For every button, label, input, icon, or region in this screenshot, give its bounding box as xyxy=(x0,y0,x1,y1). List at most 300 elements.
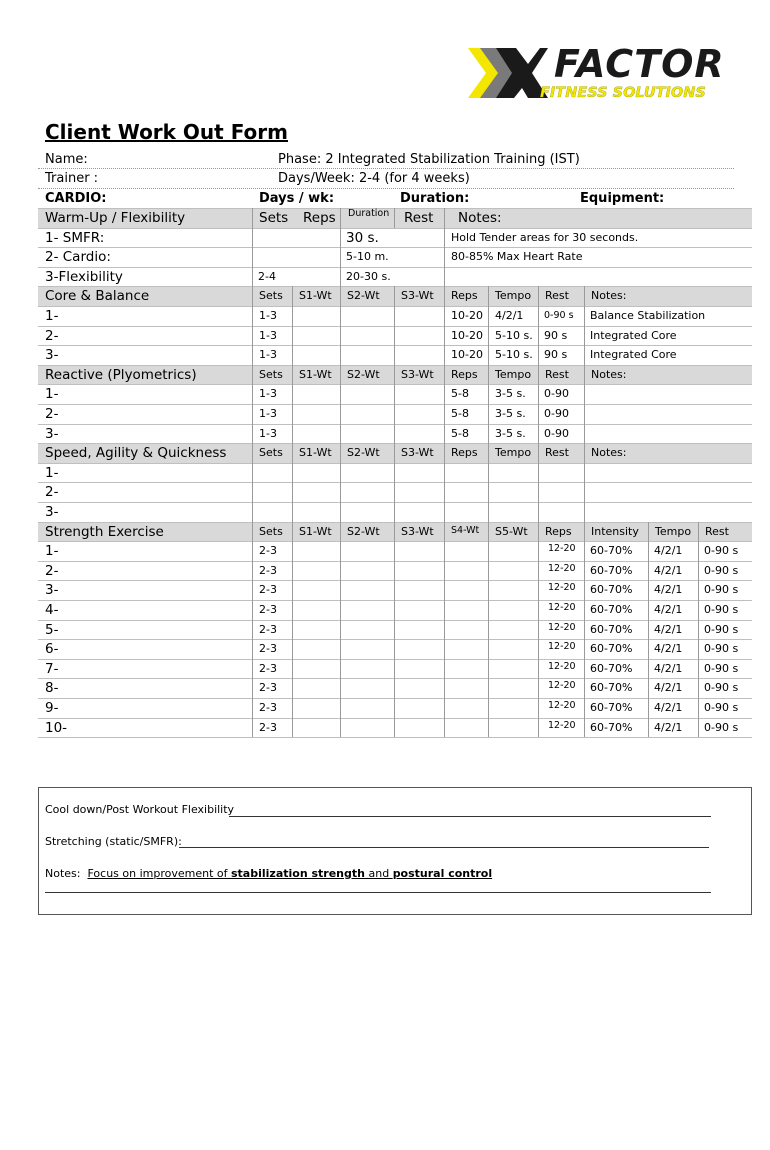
column-divider xyxy=(292,443,293,463)
column-divider xyxy=(584,561,585,581)
core-header-2: S2-Wt xyxy=(347,289,380,303)
column-divider xyxy=(444,404,445,424)
column-divider xyxy=(488,580,489,600)
column-divider xyxy=(292,482,293,502)
row-divider xyxy=(38,678,752,679)
column-divider xyxy=(488,404,489,424)
core-row-sets[interactable]: 1-3 xyxy=(259,328,277,342)
strength-row-intensity[interactable]: 60-70% xyxy=(590,720,633,734)
core-row-notes[interactable]: Integrated Core xyxy=(590,348,677,362)
row-divider xyxy=(38,404,752,405)
strength-row-rest[interactable]: 0-90 s xyxy=(704,622,739,636)
core-header-0: Sets xyxy=(259,289,283,303)
core-row-tempo[interactable]: 5-10 s. xyxy=(495,328,533,342)
column-divider xyxy=(340,639,341,659)
column-divider xyxy=(444,639,445,659)
reactive-header-7: Notes: xyxy=(591,367,627,381)
reactive-row-tempo[interactable]: 3-5 s. xyxy=(495,407,526,420)
column-divider xyxy=(538,639,539,659)
column-divider xyxy=(698,620,699,640)
core-header-4: Reps xyxy=(451,289,478,303)
saq-header-2: S2-Wt xyxy=(347,446,380,460)
column-divider xyxy=(394,698,395,718)
column-divider xyxy=(538,620,539,640)
column-divider xyxy=(292,580,293,600)
strength-row-intensity[interactable]: 60-70% xyxy=(590,603,633,616)
row-divider xyxy=(38,541,752,542)
column-divider xyxy=(444,365,445,385)
column-divider xyxy=(394,384,395,404)
column-divider xyxy=(444,247,445,267)
column-divider xyxy=(648,620,649,640)
strength-row-reps[interactable]: 12-20 xyxy=(548,719,576,731)
column-divider xyxy=(252,365,253,385)
column-divider xyxy=(292,384,293,404)
row-divider xyxy=(38,168,734,169)
column-divider xyxy=(394,306,395,326)
column-divider xyxy=(340,522,341,542)
column-divider xyxy=(698,639,699,659)
row-divider xyxy=(38,502,752,503)
saq-row-label: 3- xyxy=(45,504,59,520)
column-divider xyxy=(394,345,395,365)
column-divider xyxy=(394,365,395,385)
column-divider xyxy=(340,678,341,698)
column-divider xyxy=(340,228,341,248)
cooldown-input-line[interactable] xyxy=(229,816,711,817)
column-divider xyxy=(252,580,253,600)
column-divider xyxy=(698,561,699,581)
column-divider xyxy=(340,384,341,404)
column-divider xyxy=(538,404,539,424)
strength-row-sets[interactable]: 2-3 xyxy=(259,622,277,636)
column-divider xyxy=(252,718,253,738)
column-divider xyxy=(584,443,585,463)
column-divider xyxy=(292,678,293,698)
strength-row-tempo[interactable]: 4/2/1 xyxy=(654,720,683,734)
column-divider xyxy=(538,443,539,463)
strength-row-sets[interactable]: 2-3 xyxy=(259,544,277,558)
column-divider xyxy=(340,463,341,483)
column-divider xyxy=(292,541,293,561)
strength-row-rest[interactable]: 0-90 s xyxy=(704,720,739,734)
strength-row-sets[interactable]: 2-3 xyxy=(259,603,277,616)
row-divider xyxy=(38,345,752,346)
column-divider xyxy=(394,443,395,463)
column-divider xyxy=(584,600,585,620)
column-divider xyxy=(444,208,445,228)
strength-row-rest[interactable]: 0-90 s xyxy=(704,642,739,656)
row-divider xyxy=(38,424,752,425)
column-divider xyxy=(538,502,539,522)
row-divider xyxy=(38,659,752,660)
warmup-reps-header: Reps xyxy=(303,210,336,226)
column-divider xyxy=(538,463,539,483)
column-divider xyxy=(444,286,445,306)
column-divider xyxy=(394,404,395,424)
core-row-rest[interactable]: 90 s xyxy=(544,328,568,342)
column-divider xyxy=(584,639,585,659)
strength-row-tempo[interactable]: 4/2/1 xyxy=(654,583,683,597)
column-divider xyxy=(584,502,585,522)
reactive-row-rest[interactable]: 0-90 xyxy=(544,407,569,420)
reactive-row-reps[interactable]: 5-8 xyxy=(451,426,469,440)
days-week-text: Days/Week: 2-4 (for 4 weeks) xyxy=(278,171,470,186)
strength-row-sets[interactable]: 2-3 xyxy=(259,642,277,656)
strength-row-label: 7- xyxy=(45,660,59,677)
column-divider xyxy=(394,482,395,502)
column-divider xyxy=(394,522,395,542)
column-divider xyxy=(538,659,539,679)
warmup-row-label: 2- Cardio: xyxy=(45,249,111,266)
reactive-header-3: S3-Wt xyxy=(401,367,434,381)
warmup-label: Warm-Up / Flexibility xyxy=(45,210,186,226)
column-divider xyxy=(252,384,253,404)
saq-header-3: S3-Wt xyxy=(401,446,434,460)
warmup-sets-header: Sets xyxy=(259,210,289,226)
column-divider xyxy=(252,561,253,581)
reactive-row-reps[interactable]: 5-8 xyxy=(451,407,469,420)
warmup-row-label: 1- SMFR: xyxy=(45,229,105,246)
reactive-header-0: Sets xyxy=(259,367,283,381)
column-divider xyxy=(538,698,539,718)
strength-row-rest[interactable]: 0-90 s xyxy=(704,701,739,714)
logo-subtitle: FITNESS SOLUTIONS xyxy=(540,85,706,101)
strength-header-2: S2-Wt xyxy=(347,524,380,538)
column-divider xyxy=(584,620,585,640)
column-divider xyxy=(252,345,253,365)
strength-row-sets[interactable]: 2-3 xyxy=(259,563,277,577)
column-divider xyxy=(488,286,489,306)
row-divider xyxy=(38,188,734,189)
saq-section-label: Speed, Agility & Quickness xyxy=(45,445,227,462)
column-divider xyxy=(252,326,253,346)
column-divider xyxy=(252,306,253,326)
notes-input-line[interactable] xyxy=(45,892,711,893)
reactive-row-label: 1- xyxy=(45,386,59,403)
column-divider xyxy=(538,306,539,326)
core-row-rest[interactable]: 90 s xyxy=(544,348,568,362)
row-divider xyxy=(38,698,752,699)
core-row-notes[interactable]: Integrated Core xyxy=(590,328,677,342)
column-divider xyxy=(340,482,341,502)
strength-row-reps[interactable]: 12-20 xyxy=(548,621,576,633)
column-divider xyxy=(648,541,649,561)
column-divider xyxy=(292,561,293,581)
strength-header-8: Tempo xyxy=(655,524,692,538)
column-divider xyxy=(488,659,489,679)
column-divider xyxy=(584,522,585,542)
strength-header-5: S5-Wt xyxy=(495,524,528,538)
column-divider xyxy=(444,482,445,502)
row-divider xyxy=(38,306,752,307)
column-divider xyxy=(444,561,445,581)
reactive-row-sets[interactable]: 1-3 xyxy=(259,407,277,420)
warmup-row-duration[interactable]: 20-30 s. xyxy=(346,269,391,283)
column-divider xyxy=(292,424,293,444)
column-divider xyxy=(584,384,585,404)
strength-row-rest[interactable]: 0-90 s xyxy=(704,583,739,597)
column-divider xyxy=(584,306,585,326)
strength-row-label: 9- xyxy=(45,700,59,716)
column-divider xyxy=(292,620,293,640)
saq-header-6: Rest xyxy=(545,446,569,460)
column-divider xyxy=(394,502,395,522)
notes-prefix: Notes: xyxy=(45,867,81,880)
column-divider xyxy=(488,678,489,698)
warmup-rest-header: Rest xyxy=(404,210,434,226)
strength-row-intensity[interactable]: 60-70% xyxy=(590,642,633,656)
column-divider xyxy=(340,267,341,287)
column-divider xyxy=(292,326,293,346)
core-header-6: Rest xyxy=(545,289,569,303)
column-divider xyxy=(292,659,293,679)
reactive-row-tempo[interactable]: 3-5 s. xyxy=(495,426,526,440)
core-header-1: S1-Wt xyxy=(299,289,332,303)
strength-row-reps[interactable]: 12-20 xyxy=(548,641,576,653)
row-divider xyxy=(38,561,752,562)
notes-part-b: stabilization strength xyxy=(231,867,365,880)
core-row-rest[interactable]: 0-90 s xyxy=(544,310,574,321)
reactive-row-rest[interactable]: 0-90 xyxy=(544,426,569,440)
strength-row-label: 10- xyxy=(45,719,68,736)
core-row-label: 3- xyxy=(45,347,59,364)
strength-row-reps[interactable]: 12-20 xyxy=(548,543,576,555)
column-divider xyxy=(292,600,293,620)
strength-row-reps[interactable]: 12-20 xyxy=(548,602,576,613)
strength-row-intensity[interactable]: 60-70% xyxy=(590,681,633,695)
column-divider xyxy=(584,698,585,718)
column-divider xyxy=(444,267,445,287)
column-divider xyxy=(340,306,341,326)
strength-row-tempo[interactable]: 4/2/1 xyxy=(654,701,683,714)
column-divider xyxy=(340,659,341,679)
column-divider xyxy=(698,678,699,698)
reactive-row-sets[interactable]: 1-3 xyxy=(259,387,277,401)
column-divider xyxy=(252,286,253,306)
strength-row-rest[interactable]: 0-90 s xyxy=(704,681,739,695)
column-divider xyxy=(394,620,395,640)
strength-header-6: Reps xyxy=(545,524,572,538)
reactive-row-tempo[interactable]: 3-5 s. xyxy=(495,387,526,401)
column-divider xyxy=(340,365,341,385)
column-divider xyxy=(488,345,489,365)
row-divider xyxy=(38,326,752,327)
column-divider xyxy=(444,326,445,346)
column-divider xyxy=(394,639,395,659)
reactive-row-label: 3- xyxy=(45,425,59,442)
strength-row-tempo[interactable]: 4/2/1 xyxy=(654,563,683,577)
column-divider xyxy=(340,443,341,463)
logo-word: FACTOR xyxy=(554,42,725,86)
warmup-row-notes[interactable]: 80-85% Max Heart Rate xyxy=(451,250,583,264)
strength-row-sets[interactable]: 2-3 xyxy=(259,583,277,597)
column-divider xyxy=(538,541,539,561)
trainer-label: Trainer : xyxy=(45,171,99,186)
strength-row-sets[interactable]: 2-3 xyxy=(259,661,277,675)
column-divider xyxy=(340,247,341,267)
strength-row-rest[interactable]: 0-90 s xyxy=(704,544,739,558)
row-divider xyxy=(38,267,752,268)
core-row-tempo[interactable]: 5-10 s. xyxy=(495,348,533,362)
column-divider xyxy=(538,678,539,698)
warmup-row-sets[interactable]: 2-4 xyxy=(258,269,276,283)
core-header-3: S3-Wt xyxy=(401,289,434,303)
strength-row-label: 4- xyxy=(45,602,59,618)
warmup-row-notes[interactable]: Hold Tender areas for 30 seconds. xyxy=(451,230,639,244)
column-divider xyxy=(252,659,253,679)
strength-row-sets[interactable]: 2-3 xyxy=(259,681,277,695)
column-divider xyxy=(444,580,445,600)
column-divider xyxy=(444,502,445,522)
saq-row-label: 1- xyxy=(45,464,59,481)
reactive-header-4: Reps xyxy=(451,367,478,381)
column-divider xyxy=(394,718,395,738)
core-row-tempo[interactable]: 4/2/1 xyxy=(495,309,524,322)
strength-row-intensity[interactable]: 60-70% xyxy=(590,701,633,714)
column-divider xyxy=(698,541,699,561)
core-row-sets[interactable]: 1-3 xyxy=(259,309,277,322)
column-divider xyxy=(292,718,293,738)
core-row-label: 2- xyxy=(45,327,59,344)
column-divider xyxy=(252,600,253,620)
column-divider xyxy=(698,580,699,600)
column-divider xyxy=(252,502,253,522)
core-row-reps[interactable]: 10-20 xyxy=(451,328,483,342)
reactive-row-sets[interactable]: 1-3 xyxy=(259,426,277,440)
column-divider xyxy=(648,580,649,600)
strength-header-1: S1-Wt xyxy=(299,524,332,538)
strength-row-reps[interactable]: 12-20 xyxy=(548,562,576,574)
column-divider xyxy=(444,659,445,679)
strength-row-intensity[interactable]: 60-70% xyxy=(590,622,633,636)
column-divider xyxy=(538,286,539,306)
strength-row-reps[interactable]: 12-20 xyxy=(548,582,576,594)
strength-row-reps[interactable]: 12-20 xyxy=(548,700,576,711)
strength-row-reps[interactable]: 12-20 xyxy=(548,660,576,672)
column-divider xyxy=(340,502,341,522)
core-row-reps[interactable]: 10-20 xyxy=(451,309,483,322)
column-divider xyxy=(252,247,253,267)
row-divider xyxy=(38,247,752,248)
column-divider xyxy=(394,463,395,483)
column-divider xyxy=(444,345,445,365)
warmup-row-duration[interactable]: 30 s. xyxy=(346,229,379,246)
strength-row-sets[interactable]: 2-3 xyxy=(259,720,277,734)
strength-row-tempo[interactable]: 4/2/1 xyxy=(654,622,683,636)
reactive-header-2: S2-Wt xyxy=(347,367,380,381)
strength-row-tempo[interactable]: 4/2/1 xyxy=(654,544,683,558)
column-divider xyxy=(340,600,341,620)
column-divider xyxy=(488,718,489,738)
xfactor-logo xyxy=(466,44,728,102)
stretching-input-line[interactable] xyxy=(179,847,709,848)
strength-row-sets[interactable]: 2-3 xyxy=(259,701,277,714)
column-divider xyxy=(584,541,585,561)
strength-row-intensity[interactable]: 60-70% xyxy=(590,544,633,558)
strength-row-label: 5- xyxy=(45,621,59,638)
column-divider xyxy=(648,678,649,698)
column-divider xyxy=(444,698,445,718)
strength-row-tempo[interactable]: 4/2/1 xyxy=(654,642,683,656)
core-section-label: Core & Balance xyxy=(45,288,150,305)
strength-row-reps[interactable]: 12-20 xyxy=(548,680,576,692)
column-divider xyxy=(292,306,293,326)
column-divider xyxy=(252,541,253,561)
column-divider xyxy=(488,384,489,404)
row-divider xyxy=(38,463,752,464)
notes-text xyxy=(45,867,492,881)
strength-header-7: Intensity xyxy=(591,524,639,538)
reactive-row-rest[interactable]: 0-90 xyxy=(544,387,569,401)
warmup-row-duration[interactable]: 5-10 m. xyxy=(346,250,389,264)
reactive-row-label: 2- xyxy=(45,406,59,422)
column-divider xyxy=(252,208,253,228)
name-label: Name: xyxy=(45,152,88,167)
column-divider xyxy=(648,600,649,620)
column-divider xyxy=(584,424,585,444)
reactive-header-1: S1-Wt xyxy=(299,367,332,381)
reactive-row-reps[interactable]: 5-8 xyxy=(451,387,469,401)
row-divider xyxy=(38,384,752,385)
column-divider xyxy=(648,659,649,679)
strength-header-0: Sets xyxy=(259,524,283,538)
row-divider xyxy=(38,718,752,719)
row-divider xyxy=(38,482,752,483)
column-divider xyxy=(488,463,489,483)
column-divider xyxy=(252,620,253,640)
strength-row-intensity[interactable]: 60-70% xyxy=(590,661,633,675)
reactive-section-label: Reactive (Plyometrics) xyxy=(45,366,197,383)
column-divider xyxy=(292,463,293,483)
strength-row-rest[interactable]: 0-90 s xyxy=(704,563,739,577)
column-divider xyxy=(648,522,649,542)
column-divider xyxy=(394,424,395,444)
column-divider xyxy=(252,698,253,718)
column-divider xyxy=(292,502,293,522)
row-divider xyxy=(38,600,752,601)
cardio-days-label: Days / wk: xyxy=(259,191,335,206)
column-divider xyxy=(538,580,539,600)
strength-row-tempo[interactable]: 4/2/1 xyxy=(654,661,683,675)
column-divider xyxy=(538,522,539,542)
saq-header-0: Sets xyxy=(259,446,283,460)
strength-row-tempo[interactable]: 4/2/1 xyxy=(654,681,683,695)
core-row-sets[interactable]: 1-3 xyxy=(259,348,277,362)
core-row-reps[interactable]: 10-20 xyxy=(451,348,483,362)
column-divider xyxy=(698,718,699,738)
strength-row-intensity[interactable]: 60-70% xyxy=(590,563,633,577)
strength-row-intensity[interactable]: 60-70% xyxy=(590,583,633,597)
strength-row-rest[interactable]: 0-90 s xyxy=(704,603,739,616)
reactive-header-6: Rest xyxy=(545,367,569,381)
core-row-notes[interactable]: Balance Stabilization xyxy=(590,309,706,322)
row-divider xyxy=(38,737,752,738)
column-divider xyxy=(584,718,585,738)
column-divider xyxy=(292,286,293,306)
column-divider xyxy=(394,600,395,620)
column-divider xyxy=(488,424,489,444)
column-divider xyxy=(340,286,341,306)
column-divider xyxy=(340,620,341,640)
strength-row-tempo[interactable]: 4/2/1 xyxy=(654,603,683,616)
column-divider xyxy=(252,267,253,287)
strength-row-rest[interactable]: 0-90 s xyxy=(704,661,739,675)
column-divider xyxy=(444,541,445,561)
column-divider xyxy=(444,600,445,620)
column-divider xyxy=(252,678,253,698)
column-divider xyxy=(538,365,539,385)
